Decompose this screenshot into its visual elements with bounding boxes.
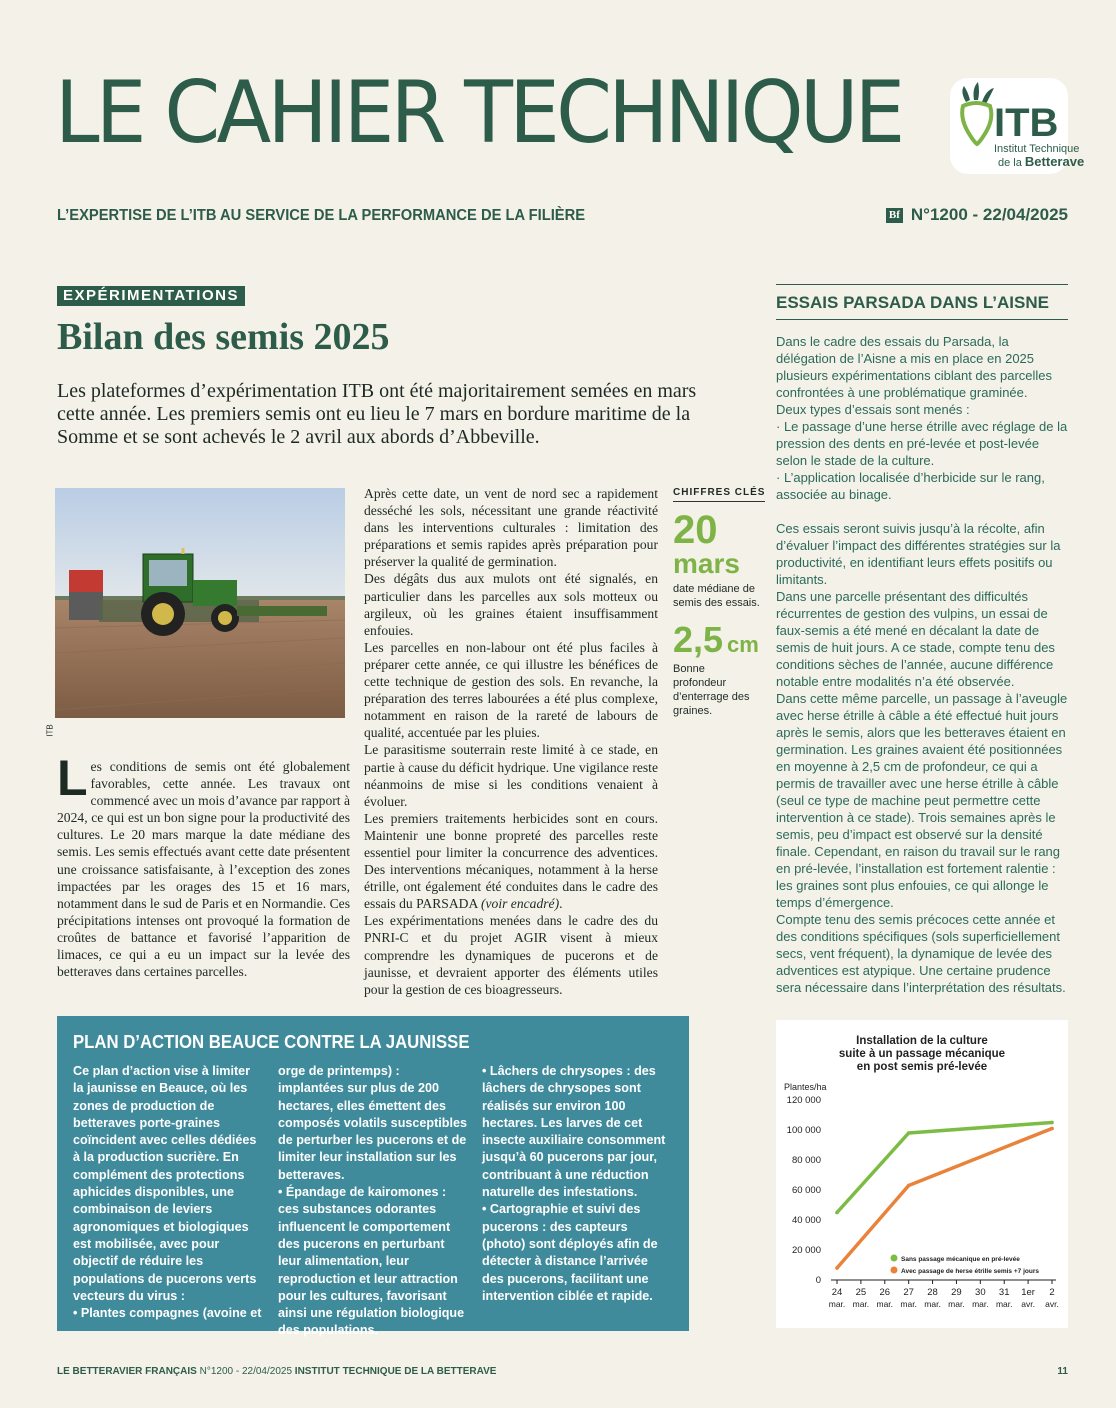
itb-logo bbox=[950, 78, 1085, 174]
seedling-chart bbox=[776, 1020, 1068, 1328]
article-column-2 bbox=[364, 485, 658, 998]
y-tick-label: 80 000 bbox=[791, 1155, 821, 1166]
y-tick-label: 0 bbox=[815, 1275, 821, 1286]
series-point-2 bbox=[835, 1266, 839, 1270]
box-column-2 bbox=[278, 1063, 468, 1340]
series-point-2 bbox=[1050, 1127, 1054, 1131]
series-line-2 bbox=[837, 1129, 1052, 1269]
y-tick-label: 100 000 bbox=[786, 1125, 821, 1136]
bf-badge: Bf bbox=[886, 208, 903, 223]
x-tick-label: 2 bbox=[1049, 1287, 1055, 1298]
x-tick-sublabel: mar. bbox=[948, 1299, 965, 1309]
photo-credit: ITB bbox=[45, 724, 55, 737]
figure-2-value bbox=[673, 619, 765, 660]
x-tick-label: 1er bbox=[1021, 1287, 1035, 1298]
footer-org: INSTITUT TECHNIQUE DE LA BETTERAVE bbox=[294, 1366, 497, 1377]
chart-svg bbox=[776, 1020, 1068, 1328]
x-tick-label: 30 bbox=[975, 1287, 986, 1298]
figure-2-number: 2,5 bbox=[673, 619, 724, 660]
logo-line2b: Betterave bbox=[1024, 154, 1085, 169]
logo-acronym: ITB bbox=[994, 101, 1059, 145]
box-column-3 bbox=[482, 1063, 672, 1305]
x-tick-label: 28 bbox=[927, 1287, 938, 1298]
legend-marker-1 bbox=[891, 1255, 898, 1262]
logo-line2a: de la bbox=[998, 157, 1025, 169]
x-tick-sublabel: avr. bbox=[1021, 1299, 1035, 1309]
y-tick-label: 120 000 bbox=[786, 1095, 821, 1106]
figure-1-caption: date médiane de semis des essais. bbox=[673, 583, 760, 609]
sidebar-body bbox=[776, 333, 1068, 996]
article-title: Bilan des semis 2025 bbox=[57, 316, 390, 358]
legend-label-2: Avec passage de herse étrille semis +7 jours bbox=[901, 1268, 1039, 1275]
x-tick-sublabel: mar. bbox=[852, 1299, 870, 1309]
box-bullet: • Cartographie et suivi des pucerons : des capteurs (photo) sont déployés afin de détecter à distance l’arrivée des pucerons, facilitant une intervention ciblée et rapide. bbox=[482, 1202, 658, 1303]
dropcap: L bbox=[57, 750, 88, 806]
article-paragraph bbox=[364, 810, 658, 913]
x-tick-label: 26 bbox=[879, 1287, 891, 1298]
voir-encadre-ref: (voir encadré) bbox=[480, 896, 560, 912]
x-tick-sublabel: mar. bbox=[876, 1299, 894, 1309]
box-text: Ce plan d’action vise à limiter la jaunisse en Beauce, où les zones de production de betteraves porte-graines coïncident avec celles dédiées à la production sucrière. En complément des protections aphicides disponibles, une combinaison de leviers agronomiques et biologiques est mobilisée, avec pour objectif de réduire les populations de pucerons verts vecteurs du virus : bbox=[73, 1064, 257, 1303]
x-tick-sublabel: mar. bbox=[924, 1299, 941, 1309]
issue-number: N°1200 - 22/04/2025 bbox=[910, 205, 1068, 224]
logo-line1: Institut Technique bbox=[994, 143, 1080, 155]
key-figures bbox=[673, 487, 765, 718]
article-paragraph: Le parasitisme souterrain reste limité à ce stade, en partie à cause du déficit hydrique. Une vigilance reste néanmoins de mise si les conditions venaient à évoluer. bbox=[364, 742, 658, 809]
sidebar-spacer bbox=[776, 503, 1068, 520]
sidebar-paragraph: Compte tenu des semis précoces cette année et des conditions spécifiques (sols superficiellement secs, vent fréquent), la dynamique de levée des adventices est atypique. Une certaine prudence sera nécessaire dans l’interprétation des résultats. bbox=[776, 912, 1066, 995]
footer-issue: N°1200 - 22/04/2025 bbox=[196, 1366, 295, 1377]
legend-marker-2 bbox=[891, 1267, 898, 1274]
chart-title: Installation de la culture bbox=[856, 1035, 988, 1047]
page-number: 11 bbox=[1057, 1366, 1068, 1377]
sidebar-paragraph: Dans une parcelle présentant des difficultés récurrentes de gestion des vulpins, un essai de faux-semis a été mené en décalant la date de semis de huit jours. A ce stade, compte tenu des conditions sèches de l’année, aucune différence notable entre modalités n’a été observée. bbox=[776, 589, 1055, 689]
figure-2-caption: Bonne profondeur d’enterrage des graines. bbox=[673, 663, 750, 717]
series-point-1 bbox=[907, 1131, 911, 1135]
article-paragraph: Les parcelles en non-labour ont été plus faciles à préparer cette année, ce qui illustre les bénéfices de cette technique de gestion des sols. En revanche, la préparation des terres labourées a été plus complexe, notamment en raison de la rareté de labours de qualité, accentuée par les pluies. bbox=[364, 639, 658, 741]
series-point-1 bbox=[835, 1211, 839, 1215]
x-tick-sublabel: mar. bbox=[972, 1299, 989, 1309]
box-column-1 bbox=[73, 1063, 263, 1322]
article-paragraph: Des dégâts dus aux mulots ont été signalés, en particulier dans les parcelles aux sols motteux ou argileux, où les graines étaient insuffisamment enfouies. bbox=[364, 571, 658, 638]
beet-icon bbox=[962, 82, 994, 144]
sidebar-paragraph: Dans le cadre des essais du Parsada, la délégation de l’Aisne a mis en place en 2025 plusieurs expérimentations ciblant des parcelles confrontées à une problématique graminée. bbox=[776, 334, 1053, 400]
sidebar-paragraph: · L’application localisée d’herbicide sur le rang, associée au binage. bbox=[776, 470, 1045, 502]
chart-title: suite à un passage mécanique bbox=[838, 1048, 1006, 1060]
paragraph-end: . bbox=[559, 896, 563, 912]
y-tick-label: 60 000 bbox=[791, 1185, 821, 1196]
tagline: L’EXPERTISE DE L’ITB AU SERVICE DE LA PERFORMANCE DE LA FILIÈRE bbox=[57, 207, 586, 224]
article-paragraph-text: Les premiers traitements herbicides sont en cours. Maintenir une bonne propreté des parcelles reste essentiel pour limiter la concurrence des adventices. Des interventions mécaniques, notamment à la herse étrille, ont également été conduites dans le cadre des essais du PARSADA bbox=[364, 810, 658, 912]
sidebar-paragraph: · Le passage d’une herse étrille avec réglage de la pression des dents en pré-levée et post-levée selon le stade de la culture. bbox=[776, 419, 1068, 468]
box-bullet: • Épandage de kairomones : ces substances odorantes influencent le comportement des pucerons en perturbant leur alimentation, leur reproduction et leur attraction pour les cultures, favorisant ainsi une régulation biologique des populations. bbox=[278, 1185, 465, 1338]
figure-1-unit: mars bbox=[673, 548, 740, 579]
x-tick-sublabel: avr. bbox=[1045, 1299, 1059, 1309]
article-paragraph: Après cette date, un vent de nord sec a rapidement desséché les sols, nécessitant une grande réactivité dans les interventions culturales : limitation des préparations et semis rapides après préparation pour préserver la qualité de germination. bbox=[364, 486, 658, 570]
x-tick-sublabel: mar. bbox=[900, 1299, 917, 1309]
series-point-2 bbox=[907, 1184, 911, 1188]
x-tick-sublabel: mar. bbox=[995, 1299, 1013, 1309]
y-tick-label: 40 000 bbox=[791, 1215, 821, 1226]
y-axis-label: Plantes/ha bbox=[784, 1082, 827, 1092]
sidebar-paragraph: Dans cette même parcelle, un passage à l’aveugle avec herse étrille à câble a été effectué huit jours après le semis, alors que les betteraves étaient en germination. Les graines avaient été positionnées en moyenne à 2,5 cm de profondeur, ce qui a permis de travailler avec une herse étrille à câble (seul ce type de machine peut permettre cette intervention à ce stade). Trois semaines après le semis, peu d’impact est observé sur la densité finale. Cependant, en raison du travail sur le rang en pré-levée, l’installation est fortement ralentie : les graines sont plus enfouies, ce qui allonge le temps d’émergence. bbox=[776, 691, 1068, 910]
tractor-photo bbox=[55, 488, 345, 718]
footer-pub: LE BETTERAVIER FRANÇAIS bbox=[57, 1366, 197, 1377]
section-tag: EXPÉRIMENTATIONS bbox=[57, 286, 245, 306]
legend-label-1: Sans passage mécanique en pré-levée bbox=[901, 1256, 1020, 1263]
figure-2-unit: cm bbox=[727, 632, 759, 657]
x-tick-label: 25 bbox=[855, 1287, 867, 1298]
box-bullet: • Plantes compagnes (avoine et bbox=[73, 1306, 262, 1321]
article-column-1-text: es conditions de semis ont été globalement favorables, cette année. Les travaux ont commencé avec un mois d’avance par rapport à 2024, ce qui est un bon signe pour la productivité des cultures. Le 20 mars marque la date médiane des semis. Les semis effectués avant cette date présentent une croissance satisfaisante, à l’exception des zones impactées par les orages des 15 et 16 mars, notamment dans le sud de Paris et en Normandie. Ces précipitations intenses ont provoqué la formation de croûtes de battance et favorisé l’apparition de limaces, ce qui a eu un impact sur la levée des betteraves dans certaines parcelles. bbox=[57, 759, 350, 980]
jaunisse-box bbox=[57, 1016, 689, 1338]
x-tick-label: 24 bbox=[831, 1287, 843, 1298]
box-text: orge de printemps) : implantées sur plus de 200 hectares, elles émettent des composés volatils susceptibles de perturber les pucerons et de limiter leur installation sur les betteraves. bbox=[278, 1064, 467, 1182]
article-paragraph: Les expérimentations menées dans le cadre des du PNRI-C et du projet AGIR visent à mieux comprendre les dynamiques de pucerons et de jaunisse, et devraient apporter des éléments utiles pour la gestion de ces bioagresseurs. bbox=[364, 913, 658, 997]
issue-info bbox=[886, 205, 1068, 225]
footer-credit bbox=[57, 1366, 496, 1377]
sidebar-title: ESSAIS PARSADA DANS L’AISNE bbox=[776, 284, 1068, 320]
figure-1-number: 20 bbox=[673, 508, 718, 552]
y-tick-label: 20 000 bbox=[791, 1245, 821, 1256]
key-figures-title: CHIFFRES CLÉS bbox=[673, 487, 765, 502]
series-point-1 bbox=[1050, 1121, 1054, 1125]
chart-title: en post semis pré-levée bbox=[856, 1061, 988, 1073]
sidebar-paragraph: Deux types d’essais sont menés : bbox=[776, 402, 970, 417]
article-column-1 bbox=[57, 750, 350, 980]
x-tick-label: 31 bbox=[998, 1287, 1010, 1298]
box-bullet: • Lâchers de chrysopes : des lâchers de chrysopes sont réalisés sur environ 100 hectares. Les larves de cet insecte auxiliaire consomment jusqu’à 60 pucerons par jour, contribuant à une réduction naturelle des infestations. bbox=[482, 1064, 666, 1200]
x-tick-label: 27 bbox=[903, 1287, 914, 1298]
sidebar-parsada bbox=[776, 284, 1068, 996]
masthead-title: LE CAHIER TECHNIQUE bbox=[55, 63, 902, 163]
article-lead: Les plateformes d’expérimentation ITB ont été majoritairement semées en mars cette année. Les premiers semis ont eu lieu le 7 mars en bordure maritime de la Somme et se sont achevés le 2 avril aux abords d’Abbeville. bbox=[57, 380, 697, 448]
sidebar-paragraph: Ces essais seront suivis jusqu’à la récolte, afin d’évaluer l’impact des différentes stratégies sur la productivité, en identifiant leurs effets positifs ou limitants. bbox=[776, 521, 1061, 587]
x-tick-label: 29 bbox=[951, 1287, 962, 1298]
box-title: PLAN D’ACTION BEAUCE CONTRE LA JAUNISSE bbox=[73, 1032, 470, 1052]
x-tick-sublabel: mar. bbox=[828, 1299, 846, 1309]
series-line-1 bbox=[837, 1123, 1052, 1213]
svg-text:de la Betterave bbox=[998, 154, 1084, 169]
